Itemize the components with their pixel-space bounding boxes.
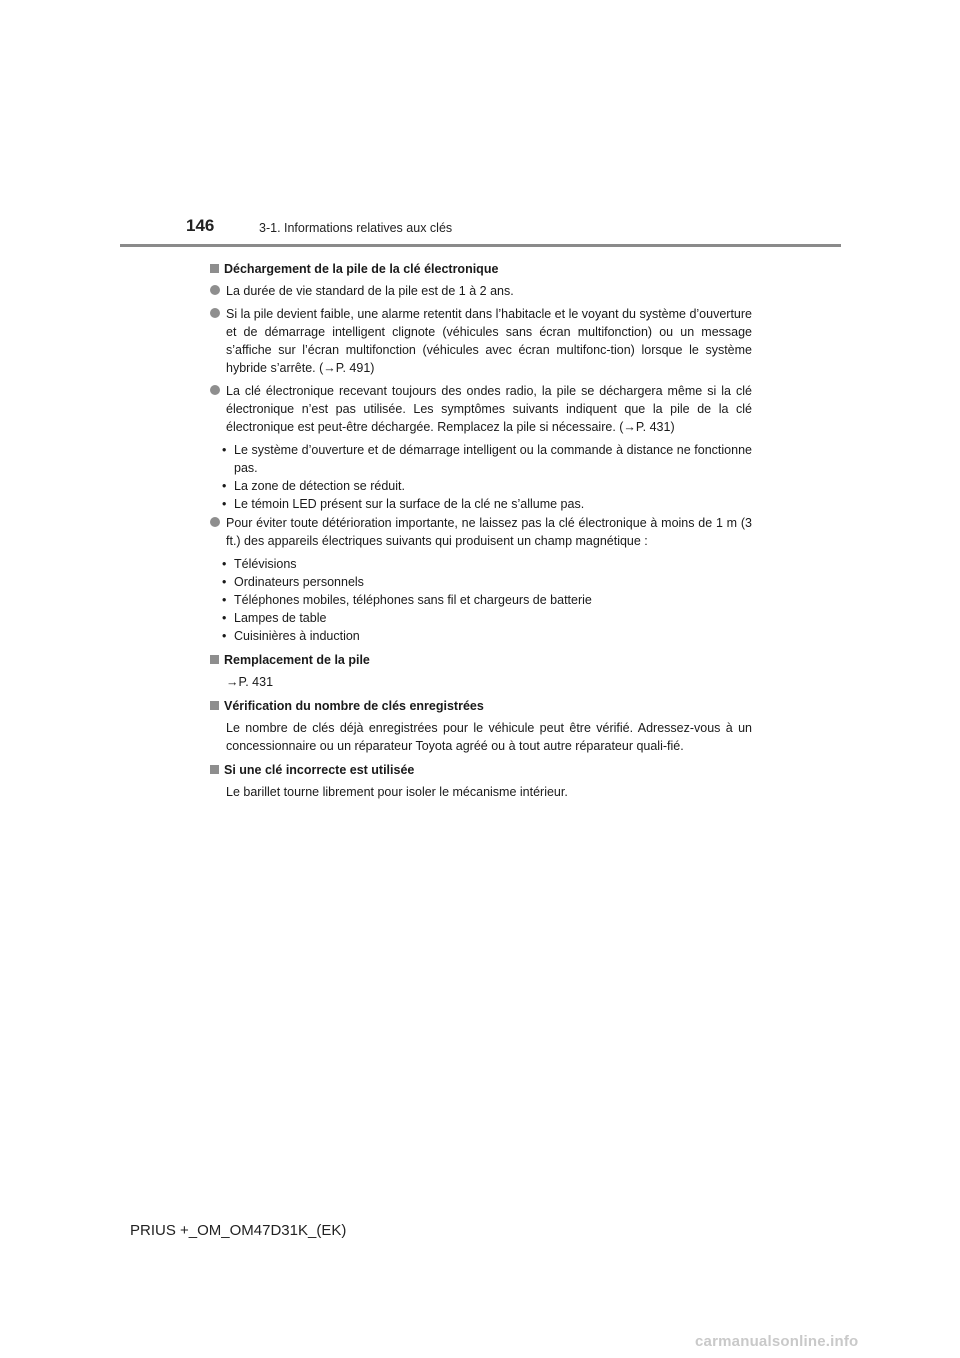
list-item: • La zone de détection se réduit. [222, 479, 405, 493]
list-item: • Téléphones mobiles, téléphones sans fil et chargeurs de batterie [222, 593, 592, 607]
circle-bullet-icon [210, 285, 220, 295]
square-bullet-icon [210, 264, 219, 273]
bullet-item: Si la pile devient faible, une alarme retentit dans l’habitacle et le voyant du système d’ouverture et de démarrage intelligent clignote (véhicules sans écran multifonction) ou un message s’affiche sur l’écran multifonction (véhicules avec écran multifonc-tion) lorsque le système hybride s’arrête. (→P. 491) [210, 305, 752, 377]
section-heading-battery-discharge: Déchargement de la pile de la clé électronique [210, 260, 752, 278]
square-bullet-icon [210, 701, 219, 710]
circle-bullet-icon [210, 517, 220, 527]
paragraph: Le nombre de clés déjà enregistrées pour le véhicule peut être vérifié. Adressez-vous à un concessionnaire ou un réparateur Toyota agréé ou à tout autre réparateur quali-fié. [226, 721, 752, 753]
bullet-item: La clé électronique recevant toujours des ondes radio, la pile se déchargera même si la clé électronique n’est pas utilisée. Les symptômes suivants indiquent que la pile de la clé électronique est peut-être déchargée. Remplacez la pile si nécessaire. (→P. 431) [210, 382, 752, 436]
appliance-list [194, 555, 752, 645]
header-rule [120, 244, 841, 247]
bullet-item: Pour éviter toute détérioration importante, ne laissez pas la clé électronique à moins de 1 m (3 ft.) des appareils électriques suivants qui produisent un champ magnétique : [210, 514, 752, 550]
square-bullet-icon [210, 655, 219, 664]
list-item: • Le témoin LED présent sur la surface de la clé ne s’allume pas. [222, 497, 585, 511]
watermark: carmanualsonline.info [695, 1333, 859, 1350]
list-item: • Le système d’ouverture et de démarrage intelligent ou la commande à distance ne fonctionne pas. [222, 443, 752, 475]
symptom-list [194, 441, 752, 513]
circle-bullet-icon [210, 385, 220, 395]
page-content [210, 254, 752, 806]
list-item: • Ordinateurs personnels [222, 575, 364, 589]
bullet-item: La durée de vie standard de la pile est de 1 à 2 ans. [210, 282, 752, 300]
list-item: • Cuisinières à induction [222, 629, 360, 643]
section-heading-registered-keys: Vérification du nombre de clés enregistrées [210, 697, 752, 715]
section-heading-incorrect-key: Si une clé incorrecte est utilisée [210, 761, 752, 779]
list-item: • Lampes de table [222, 611, 327, 625]
square-bullet-icon [210, 765, 219, 774]
circle-bullet-icon [210, 308, 220, 318]
page-number: 146 [186, 216, 215, 235]
page-reference: →P. 431 [226, 675, 274, 689]
list-item: • Télévisions [222, 557, 297, 571]
manual-code: PRIUS +_OM_OM47D31K_(EK) [130, 1222, 347, 1239]
section-title: 3-1. Informations relatives aux clés [259, 221, 453, 235]
section-heading-battery-replacement: Remplacement de la pile [210, 651, 752, 669]
paragraph: Le barillet tourne librement pour isoler le mécanisme intérieur. [226, 785, 568, 799]
